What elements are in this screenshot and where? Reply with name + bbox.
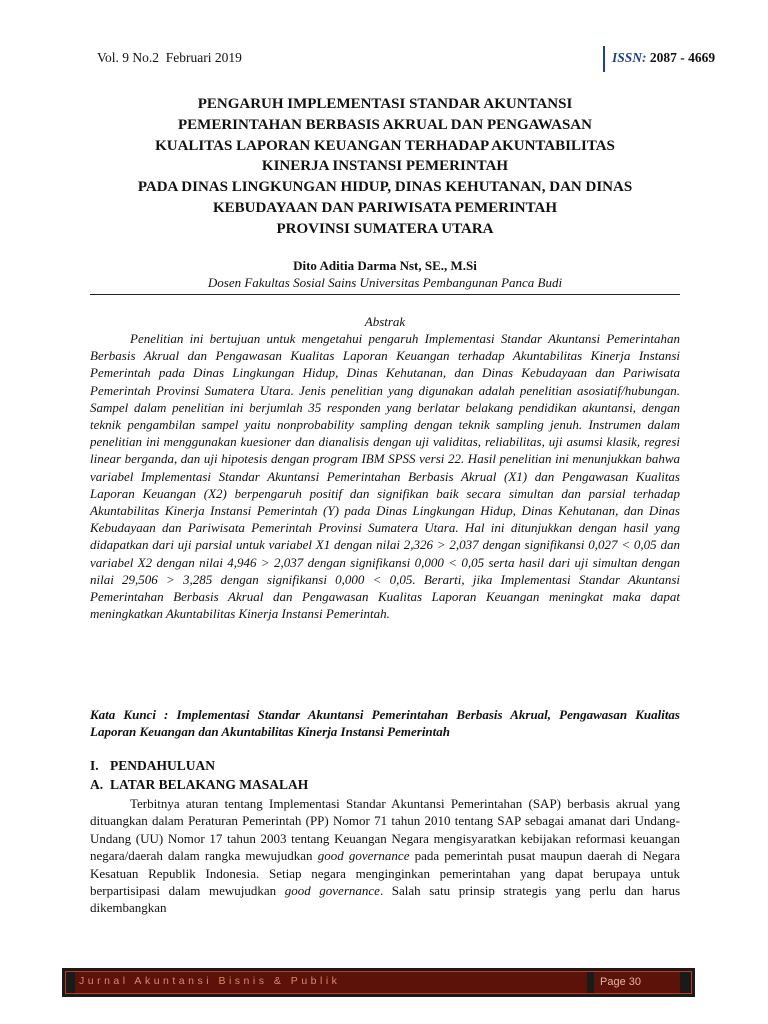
subsection-heading-latar-belakang bbox=[90, 777, 308, 793]
title-line: PEMERINTAHAN BERBASIS AKRUAL DAN PENGAWASAN bbox=[178, 116, 592, 133]
title-line: KINERJA INSTANSI PEMERINTAH bbox=[261, 158, 509, 175]
title-rule bbox=[90, 294, 680, 295]
intro-text: Terbitnya aturan tentang Implementasi Standar Akuntansi Pemerintahan (SAP) berbasis akrual yang dituangkan dalam Peraturan Pemerintah (PP) Nomor 71 tahun 2010 tentang SAP sebagai amanat dari Undang-Undang (UU) Nomor 17 tahun 2003 tentang Keuangan Negara mengisyaratkan kebijakan reformasi keuangan negara/daerah dalam rangka mewujudkan bbox=[90, 796, 680, 864]
journal-volume: Vol. 9 No.2 Februari 2019 bbox=[97, 50, 242, 65]
title-line: PADA DINAS LINGKUNGAN HIDUP, DINAS KEHUTANAN, DAN DINAS bbox=[137, 179, 633, 196]
abstract-heading: Abstrak bbox=[364, 314, 406, 329]
issn bbox=[612, 50, 715, 66]
intro-text: pada pemerintah pusat maupun daerah di Negara Kesatuan Republik Indonesia. Setiap negara menginginkan pemerintahan yang dapat berupaya untuk berpartisipasi dalam mewujudkan bbox=[90, 848, 681, 899]
keywords: Kata Kunci : Implementasi Standar Akuntansi Pemerintahan Berbasis Akrual, Pengawasan Kualitas Laporan Keuangan dan Akuntabilitas Kinerja Instansi Pemerintah bbox=[90, 707, 680, 740]
section-number: I. bbox=[90, 758, 99, 773]
intro-paragraph bbox=[90, 795, 680, 917]
title-line: PENGARUH IMPLEMENTASI STANDAR AKUNTANSI bbox=[197, 96, 573, 112]
section-title: PENDAHULUAN bbox=[110, 758, 216, 773]
intro-text: . Salah satu prinsip strategis yang perlu dan harus dikembangkan bbox=[90, 883, 681, 916]
title-line: KUALITAS LAPORAN KEUANGAN TERHADAP AKUNTABILITAS bbox=[155, 137, 615, 154]
intro-italic-term: good governance bbox=[284, 883, 380, 899]
author-name: Dito Aditia Darma Nst, SE., M.Si bbox=[293, 258, 477, 273]
title-line: KEBUDAYAAN DAN PARIWISATA PEMERINTAH bbox=[212, 199, 558, 216]
author-affiliation: Dosen Fakultas Sosial Sains Universitas Pembangunan Panca Budi bbox=[207, 275, 563, 290]
title-line: PROVINSI SUMATERA UTARA bbox=[276, 220, 494, 237]
subsection-title: LATAR BELAKANG MASALAH bbox=[110, 777, 309, 792]
footer-frame bbox=[65, 971, 692, 994]
footer-page-number: Page 30 bbox=[594, 972, 680, 993]
abstract-text: Penelitian ini bertujuan untuk mengetahui pengaruh Implementasi Standar Akuntansi Pemerintahan Berbasis Akrual dan Pengawasan Kualitas Laporan Keuangan terhadap Akuntabilitas Kinerja Instansi Pemerintah pada Dinas Lingkungan Hidup, Dinas Kehutanan, dan Dinas Kebudayaan dan Pariwisata Pemerintah Provinsi Sumatera Utara. Jenis penelitian yang digunakan adalah penelitian asosiatif/hubungan. Sampel dalam penelitian ini berjumlah 35 responden yang berlatar belakang pendidikan akuntansi, dengan teknik pengambilan sampel yaitu nonprobability sampling dengan teknik sampling jenuh. Instrumen dalam penelitian ini menggunakan kuesioner dan dianalisis dengan uji validitas, reliabilitas, uji asumsi klasik, regresi linear berganda, dan uji hipotesis dengan program IBM SPSS versi 22. Hasil penelitian ini menunjukkan bahwa variabel Implementasi Standar Akuntansi Pemerintahan Berbasis Akrual (X1) dan Pengawasan Kualitas Laporan Keuangan (X2) berpengaruh positif dan signifikan baik secara simultan dan parsial terhadap Akuntabilitas Kinerja Instansi Pemerintah (Y) pada Dinas Lingkungan Hidup, Dinas Kehutanan, dan Dinas Kebudayaan dan Pariwisata Pemerintah Provinsi Sumatera Utara. Hal ini ditunjukkan dengan hasil yang didapatkan dari uji parsial untuk variabel X1 dengan nilai 2,326 > 2,037 dengan signifikansi 0,027 < 0,05 dan variabel X2 dengan nilai 4,946 > 2,037 dengan signifikansi 0,000 < 0,05 serta hasil dari uji simultan dengan nilai 29,506 > 3,285 dengan signifikansi 0,000 < 0,05. Berarti, jika Implementasi Standar Akuntansi Pemerintahan Berbasis Akrual dan Pengawasan Kualitas Laporan Keuangan meningkat maka dapat meningkatkan Akuntabilitas Kinerja Instansi Pemerintah. bbox=[90, 331, 680, 622]
issn-label: ISSN: bbox=[612, 50, 647, 65]
paper-title bbox=[90, 94, 680, 240]
section-heading-pendahuluan bbox=[90, 758, 215, 774]
issn-number: 2087 - 4669 bbox=[649, 50, 716, 65]
subsection-number: A. bbox=[90, 777, 104, 792]
page-footer bbox=[62, 968, 695, 997]
intro-italic-term: good governance bbox=[317, 848, 410, 864]
footer-journal-name: Jurnal Akuntansi Bisnis & Publik bbox=[75, 972, 587, 993]
header-divider bbox=[603, 46, 605, 72]
